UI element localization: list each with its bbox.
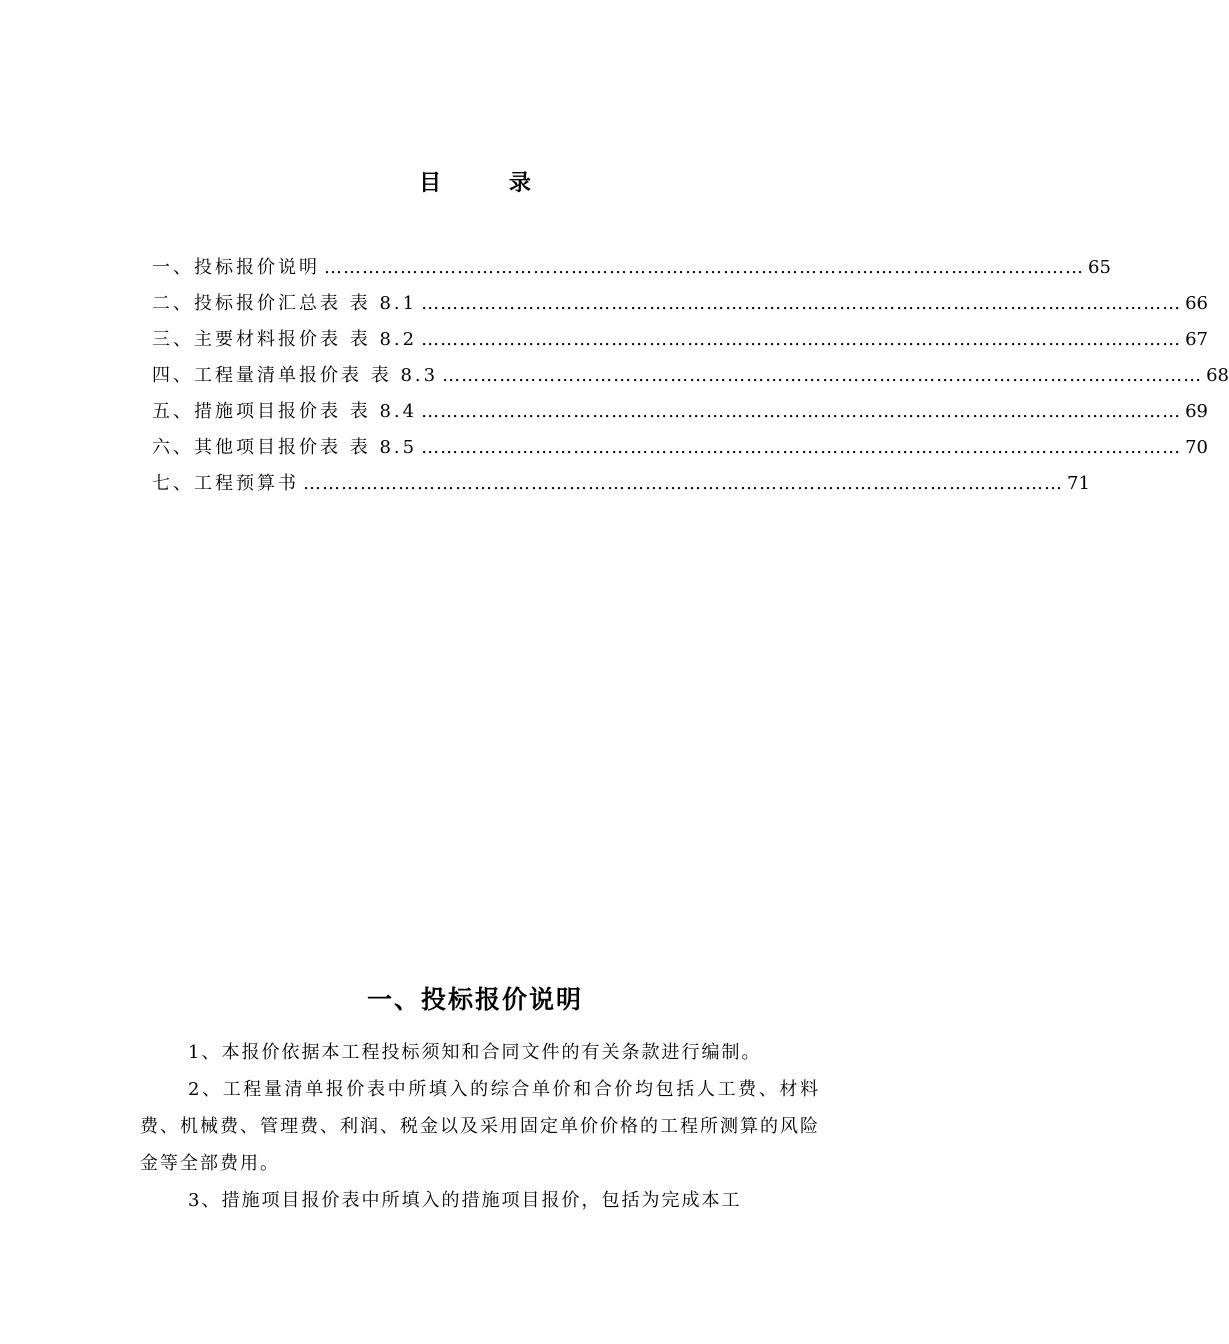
- toc-item-label: 四、工程量清单报价表 表 8.3: [152, 365, 439, 386]
- toc-item-leader: …………………………………………………………………………………………………………: [421, 437, 1182, 458]
- toc-item[interactable]: [152, 430, 1208, 466]
- toc-item[interactable]: [152, 286, 1208, 322]
- toc-item-leader: …………………………………………………………………………………………………………: [421, 293, 1182, 314]
- toc-item[interactable]: [152, 394, 1208, 430]
- toc-item-page: 69: [1185, 401, 1208, 422]
- toc-item-page: 70: [1185, 437, 1208, 458]
- toc-item-leader: …………………………………………………………………………………………………………: [421, 329, 1182, 350]
- toc-item-label: 一、投标报价说明: [152, 257, 320, 278]
- toc-item[interactable]: [152, 358, 1229, 394]
- toc-title: 目 录: [419, 171, 561, 196]
- toc-item[interactable]: [152, 466, 1090, 502]
- toc-item-label: 六、其他项目报价表 表 8.5: [152, 437, 418, 458]
- section-body: [140, 1034, 820, 1219]
- toc-item-label: 二、投标报价汇总表 表 8.1: [152, 293, 418, 314]
- paragraph: 1、本报价依据本工程投标须知和合同文件的有关条款进行编制。: [188, 1042, 762, 1063]
- section-title: 一、投标报价说明: [366, 985, 583, 1014]
- toc-item-leader: …………………………………………………………………………………………………………: [324, 257, 1084, 278]
- toc-item-page: 67: [1185, 329, 1208, 350]
- paragraph: 2、工程量清单报价表中所填入的综合单价和合价均包括人工费、材料费、机械费、管理费、利润、税金以及采用固定单价价格的工程所测算的风险金等全部费用。: [140, 1079, 820, 1174]
- toc-item[interactable]: [152, 322, 1208, 358]
- toc-list: [152, 250, 1229, 502]
- toc-item-leader: …………………………………………………………………………………………………………: [442, 365, 1203, 386]
- toc-item[interactable]: [152, 250, 1111, 286]
- toc-item-page: 66: [1185, 293, 1208, 314]
- toc-item-label: 三、主要材料报价表 表 8.2: [152, 329, 418, 350]
- toc-item-leader: …………………………………………………………………………………………………………: [303, 473, 1063, 494]
- toc-item-page: 71: [1067, 473, 1090, 494]
- toc-item-page: 65: [1088, 257, 1111, 278]
- paragraph: 3、措施项目报价表中所填入的措施项目报价，包括为完成本工: [188, 1190, 742, 1211]
- toc-item-label: 七、工程预算书: [152, 473, 299, 494]
- toc-item-page: 68: [1206, 365, 1229, 386]
- toc-item-leader: …………………………………………………………………………………………………………: [421, 401, 1182, 422]
- toc-item-label: 五、措施项目报价表 表 8.4: [152, 401, 418, 422]
